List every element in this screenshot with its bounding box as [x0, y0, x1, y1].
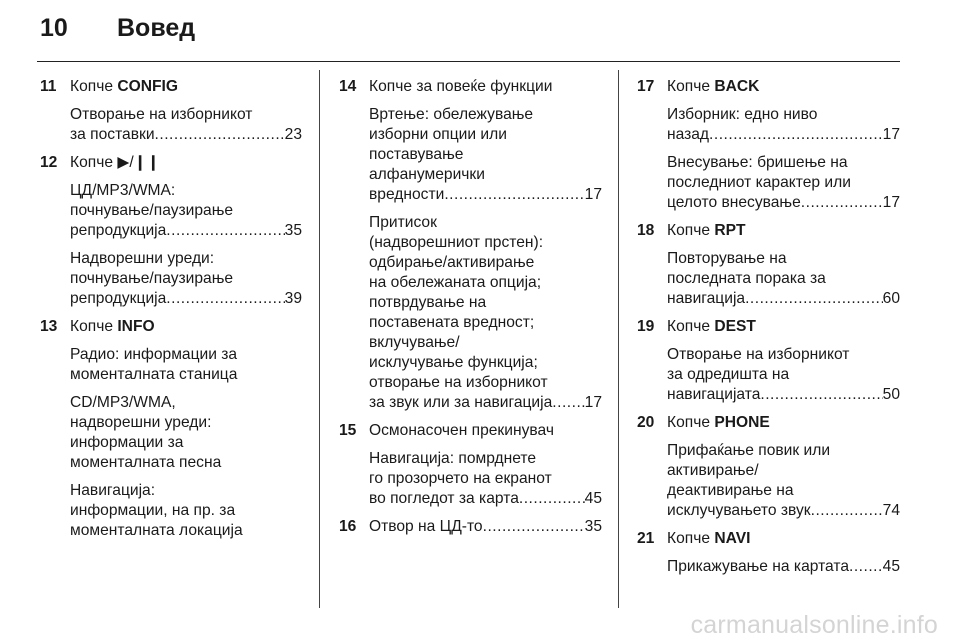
page-reference: 45 — [882, 558, 900, 575]
index-entry — [339, 77, 602, 413]
page-reference: 45 — [584, 490, 602, 507]
entry-description — [70, 105, 302, 145]
index-entry — [637, 413, 900, 521]
dot-leader — [519, 489, 585, 509]
description-line-with-page — [70, 289, 302, 309]
description-line: вклучување/ — [369, 334, 460, 351]
entry-number: 20 — [637, 414, 655, 431]
watermark: carmanualsonline.info — [690, 611, 938, 639]
column-divider-1 — [319, 70, 320, 608]
button-name: INFO — [117, 318, 155, 335]
description-line: Радио: информации за — [70, 346, 238, 363]
description-line: Отворање на изборникот — [667, 346, 850, 363]
entry-description — [667, 249, 900, 309]
description-line: на обележаната опција; — [369, 274, 542, 291]
page-reference: 60 — [882, 290, 900, 307]
index-entry — [637, 221, 900, 309]
description-line: Надворешни уреди: — [70, 250, 215, 267]
dot-leader — [849, 557, 883, 577]
button-name: NAVI — [714, 530, 751, 547]
description-line-with-page — [369, 185, 602, 205]
entry-number: 12 — [40, 154, 58, 171]
button-name: RPT — [714, 222, 746, 239]
page-reference: 17 — [584, 394, 602, 411]
entry-text: Отвор на ЦД-то — [369, 518, 483, 535]
entry-heading — [70, 317, 302, 337]
button-name: CONFIG — [117, 78, 178, 95]
entry-description — [70, 345, 302, 385]
entry-heading — [667, 413, 900, 433]
entry-text: Прикажување на картата — [667, 558, 850, 575]
description-line: почнување/паузирање — [70, 270, 234, 287]
entry-heading — [667, 77, 900, 97]
description-line: деактивирање на — [667, 482, 794, 499]
entry-description — [70, 181, 302, 241]
description-line-with-page — [667, 385, 900, 405]
entry-text: вредности — [369, 186, 445, 203]
description-line-with-page — [70, 221, 302, 241]
description-line: отворање на изборникот — [369, 374, 548, 391]
dot-leader — [483, 517, 585, 537]
description-line-with-page — [667, 289, 900, 309]
description-line: Навигација: — [70, 482, 156, 499]
description-line-with-page — [369, 393, 602, 413]
entry-heading — [369, 517, 602, 537]
description-line: Прифаќање повик или — [667, 442, 831, 459]
entry-heading-text: Осмонасочен прекинувач — [369, 422, 554, 439]
description-line-with-page — [667, 125, 900, 145]
page-reference: 35 — [584, 518, 602, 535]
page-title: Вовед — [117, 14, 196, 42]
description-line: одбирање/активирање — [369, 254, 535, 271]
entry-description — [70, 393, 302, 473]
description-line: за одредишта на — [667, 366, 790, 383]
dot-leader — [155, 125, 285, 145]
description-line: исклучување функција; — [369, 354, 538, 371]
entry-heading-text: Копче — [70, 78, 118, 95]
description-line: надворешни уреди: — [70, 414, 212, 431]
description-line: Внесување: бришење на — [667, 154, 848, 171]
page-reference: 23 — [284, 126, 302, 143]
entry-text: навигацијата — [667, 386, 761, 403]
description-line: (надворешниот прстен): — [369, 234, 544, 251]
description-line-with-page — [70, 125, 302, 145]
description-line-with-page — [667, 557, 900, 577]
entry-number: 15 — [339, 422, 357, 439]
index-entry — [637, 529, 900, 577]
dot-leader — [811, 501, 883, 521]
description-line: моменталната песна — [70, 454, 222, 471]
description-line: алфанумерички — [369, 166, 485, 183]
entry-heading — [70, 153, 302, 173]
entry-number: 18 — [637, 222, 655, 239]
entry-heading — [667, 529, 900, 549]
entry-number: 13 — [40, 318, 58, 335]
entry-number: 19 — [637, 318, 655, 335]
description-line: Отворање на изборникот — [70, 106, 253, 123]
entry-text: репродукција — [70, 290, 167, 307]
description-line: активирање/ — [667, 462, 759, 479]
page-reference: 17 — [882, 126, 900, 143]
entry-number: 21 — [637, 530, 655, 547]
entry-heading-text: Копче за повеќе функции — [369, 78, 553, 95]
entry-number: 16 — [339, 518, 357, 535]
entry-description — [667, 345, 900, 405]
column-divider-2 — [618, 70, 619, 608]
entry-number: 17 — [637, 78, 655, 95]
header-rule — [37, 61, 900, 62]
description-line: потврдување на — [369, 294, 487, 311]
entry-text: за звук или за навигација — [369, 394, 553, 411]
description-line: почнување/паузирање — [70, 202, 234, 219]
page-reference: 74 — [882, 502, 900, 519]
entry-description — [667, 441, 900, 521]
description-line: CD/MP3/WMA, — [70, 394, 176, 411]
entry-text: во погледот за карта — [369, 490, 519, 507]
column-3 — [637, 77, 900, 585]
entry-text: репродукција — [70, 222, 167, 239]
description-line: информации за — [70, 434, 184, 451]
dot-leader — [444, 185, 584, 205]
description-line: ЦД/MP3/WMA: — [70, 182, 176, 199]
dot-leader — [709, 125, 883, 145]
description-line: го прозорчето на екранот — [369, 470, 552, 487]
index-entry — [637, 77, 900, 213]
description-line: информации, на пр. за — [70, 502, 236, 519]
entry-description — [667, 153, 900, 213]
entry-number: 11 — [40, 78, 57, 95]
description-line: поставената вредност; — [369, 314, 535, 331]
entry-description — [369, 213, 602, 413]
description-line: Повторување на — [667, 250, 787, 267]
button-name: DEST — [714, 318, 756, 335]
entry-number: 14 — [339, 78, 357, 95]
button-name: BACK — [714, 78, 760, 95]
description-line: поставување — [369, 146, 464, 163]
column-1 — [40, 77, 302, 549]
description-line: моменталната локација — [70, 522, 243, 539]
description-line-with-page — [667, 193, 900, 213]
entry-text: исклучувањето звук — [667, 502, 811, 519]
dot-leader — [745, 289, 883, 309]
index-entry — [40, 317, 302, 541]
entry-heading-text: Копче — [70, 318, 118, 335]
index-entry — [339, 421, 602, 509]
page-reference: 50 — [882, 386, 900, 403]
entry-heading-text: Копче ▶/❙❙ — [70, 154, 160, 171]
entry-heading — [369, 421, 602, 441]
dot-leader — [801, 193, 883, 213]
page-number: 10 — [40, 14, 68, 42]
index-entry — [339, 517, 602, 537]
entry-description — [667, 105, 900, 145]
entry-description — [70, 249, 302, 309]
description-line: моменталната станица — [70, 366, 238, 383]
entry-text: назад — [667, 126, 710, 143]
entry-heading — [667, 221, 900, 241]
dot-leader — [552, 393, 584, 413]
entry-description — [369, 105, 602, 205]
description-line: изборни опции или — [369, 126, 507, 143]
description-line: последниот карактер или — [667, 174, 851, 191]
entry-heading-text: Копче — [667, 530, 715, 547]
dot-leader — [166, 221, 284, 241]
page-reference: 17 — [882, 194, 900, 211]
button-name: PHONE — [714, 414, 770, 431]
page-reference: 35 — [284, 222, 302, 239]
entry-heading — [369, 77, 602, 97]
entry-description — [369, 449, 602, 509]
page-reference: 39 — [284, 290, 302, 307]
index-entry — [40, 153, 302, 309]
entry-description — [667, 557, 900, 577]
entry-heading-text: Копче — [667, 78, 715, 95]
description-line: Изборник: едно ниво — [667, 106, 818, 123]
entry-description — [70, 481, 302, 541]
entry-text: целото внесување — [667, 194, 801, 211]
index-entry — [40, 77, 302, 145]
entry-text: навигација — [667, 290, 746, 307]
entry-heading-text: Копче — [667, 414, 715, 431]
entry-heading-text: Копче — [667, 222, 715, 239]
description-line: последната порака за — [667, 270, 826, 287]
description-line: Навигација: помрднете — [369, 450, 537, 467]
entry-heading — [70, 77, 302, 97]
entry-heading — [667, 317, 900, 337]
entry-heading-text: Копче — [667, 318, 715, 335]
page-reference: 17 — [584, 186, 602, 203]
index-entry — [637, 317, 900, 405]
column-2 — [339, 77, 602, 545]
dot-leader — [760, 385, 882, 405]
entry-text: за поставки — [70, 126, 155, 143]
dot-leader — [166, 289, 284, 309]
description-line: Притисок — [369, 214, 437, 231]
description-line-with-page — [369, 489, 602, 509]
description-line-with-page — [667, 501, 900, 521]
description-line: Вртење: обележување — [369, 106, 534, 123]
